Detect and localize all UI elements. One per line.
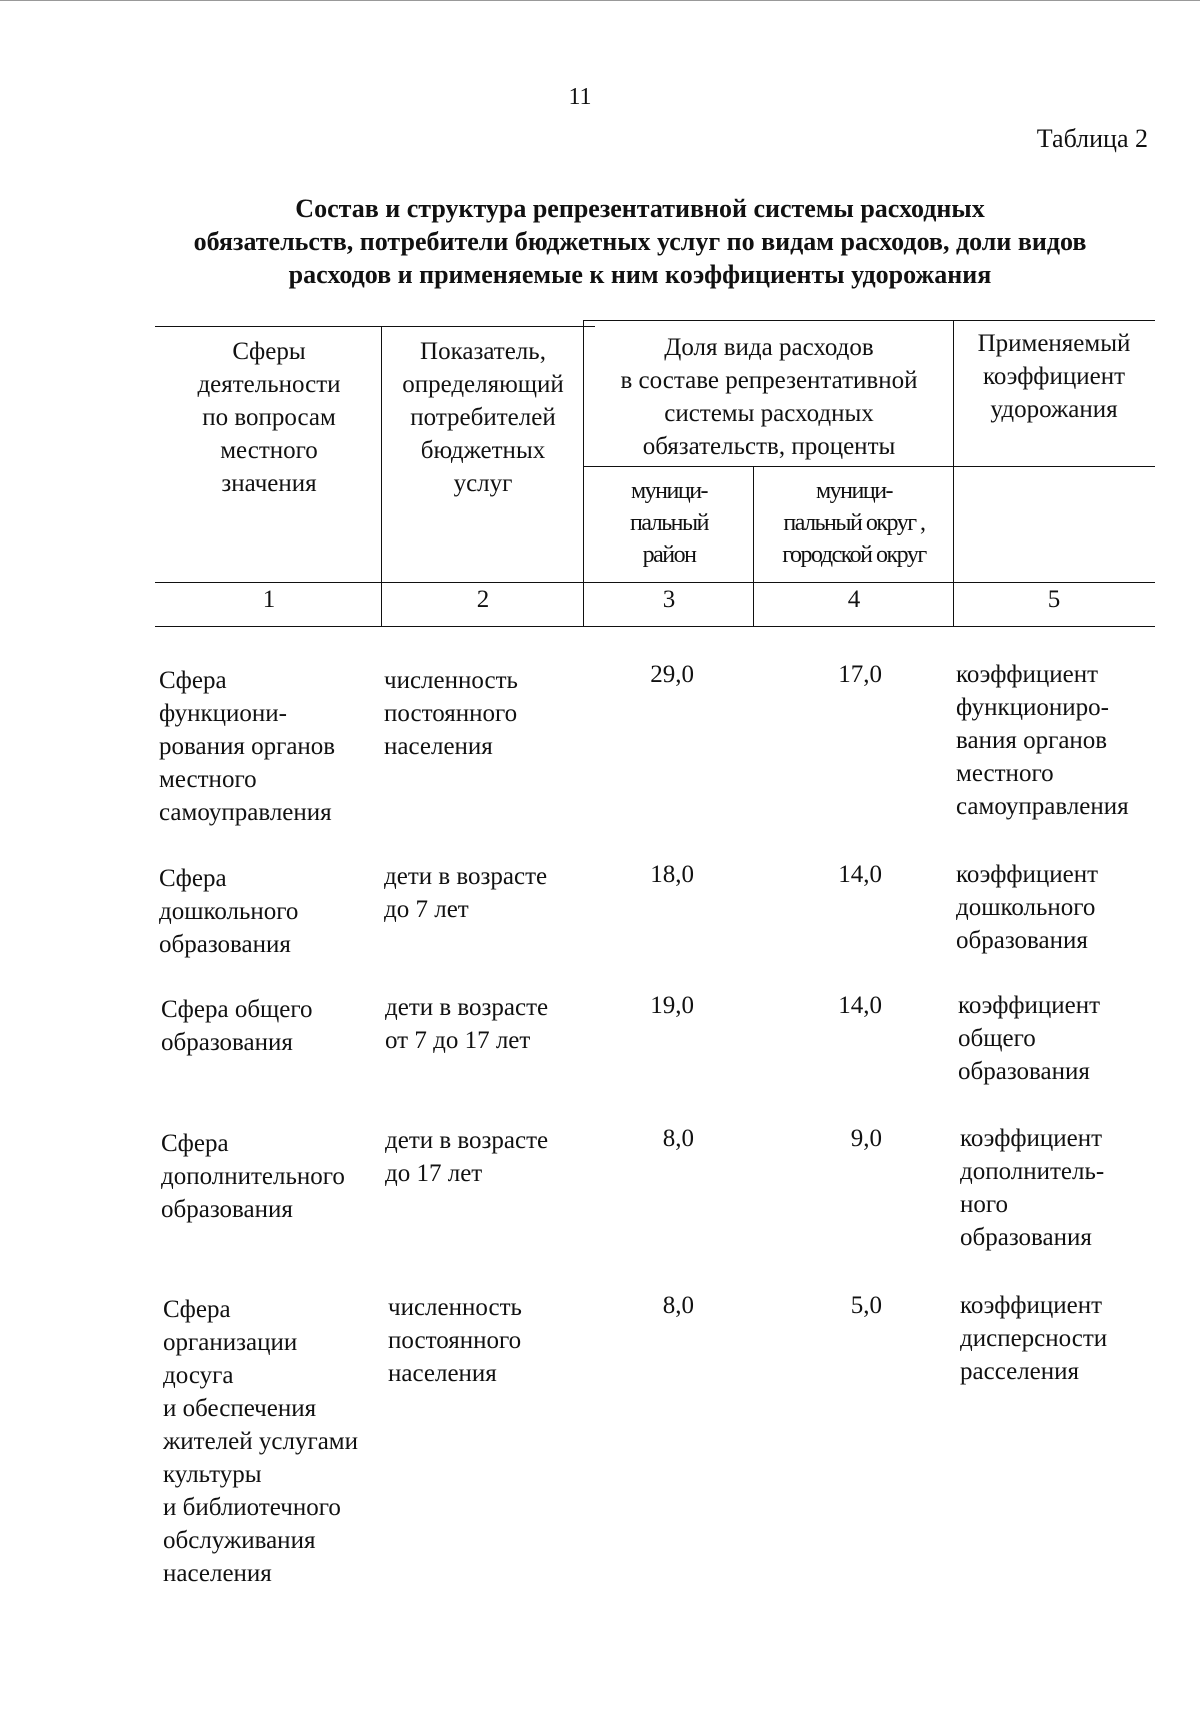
header-coefficient: Применяемый коэффициент удорожания [977, 330, 1131, 423]
title-line: Состав и структура репрезентативной системы расходных [295, 194, 985, 223]
row-sphere: Сфера дополнительного образования [161, 1130, 345, 1223]
document-title [140, 192, 1140, 291]
row-coefficient: коэффициент дошкольного образования [956, 861, 1099, 954]
header-indicator: Показатель, определяющий потребителей бюджетных услуг [402, 338, 564, 497]
row-indicator: дети в возрасте до 7 лет [384, 863, 548, 923]
page-number: 11 [568, 84, 592, 110]
page-top-edge [0, 0, 1200, 1]
header-top-rule-right [583, 320, 1155, 321]
row-share-district: 19,0 [650, 992, 694, 1019]
column-number-5: 5 [1047, 586, 1061, 613]
header-top-rule-left [155, 326, 595, 327]
col-divider-2 [583, 320, 584, 626]
row-sphere: Сфера дошкольного образования [159, 865, 299, 958]
row-sphere: Сфера функциони- рования органов местного самоуправления [159, 667, 336, 826]
group-header-rule [583, 466, 1155, 467]
row-coefficient: коэффициент общего образования [958, 992, 1101, 1085]
number-row-rule [155, 626, 1155, 627]
title-line: расходов и применяемые к ним коэффициенты удорожания [288, 260, 992, 289]
row-share-district: 8,0 [662, 1292, 694, 1319]
row-share-okrug: 17,0 [838, 661, 882, 688]
title-line: обязательств, потребители бюджетных услуг по видам расходов, доли видов [193, 227, 1087, 256]
row-indicator: численность постоянного населения [388, 1294, 522, 1387]
table-label: Таблица 2 [1036, 124, 1148, 153]
row-coefficient: коэффициент дополнитель- ного образования [960, 1125, 1105, 1251]
row-indicator: численность постоянного населения [384, 667, 518, 760]
column-number-1: 1 [262, 586, 276, 613]
column-number-2: 2 [476, 586, 490, 613]
row-coefficient: коэффициент дисперсности расселения [960, 1292, 1108, 1385]
header-bottom-rule [155, 582, 1155, 583]
row-sphere: Сфера организации досуга и обеспечения жителей услугами культуры и библиотечного обслуживания населения [163, 1296, 358, 1587]
column-number-3: 3 [662, 586, 676, 613]
row-share-okrug: 14,0 [838, 992, 882, 1019]
header-municipal-okrug: муници- пальный округ , городской округ [782, 478, 926, 568]
row-indicator: дети в возрасте до 17 лет [385, 1127, 549, 1187]
header-share-group: Доля вида расходов в составе репрезентативной системы расходных обязательств, проценты [620, 334, 918, 460]
row-indicator: дети в возрасте от 7 до 17 лет [385, 994, 549, 1054]
row-share-district: 8,0 [662, 1125, 694, 1152]
column-number-4: 4 [847, 586, 861, 613]
row-share-okrug: 14,0 [838, 861, 882, 888]
col-divider-4 [953, 320, 954, 626]
header-municipal-district: муници- пальный район [630, 478, 708, 568]
header-sphere: Сферы деятельности по вопросам местного значения [197, 338, 341, 497]
row-share-district: 18,0 [650, 861, 694, 888]
row-share-okrug: 9,0 [850, 1125, 882, 1152]
col-divider-3 [753, 466, 754, 626]
row-sphere: Сфера общего образования [161, 996, 313, 1056]
row-coefficient: коэффициент функциониро- вания органов местного самоуправления [956, 661, 1129, 820]
col-divider-1 [381, 326, 382, 626]
row-share-okrug: 5,0 [850, 1292, 882, 1319]
row-share-district: 29,0 [650, 661, 694, 688]
